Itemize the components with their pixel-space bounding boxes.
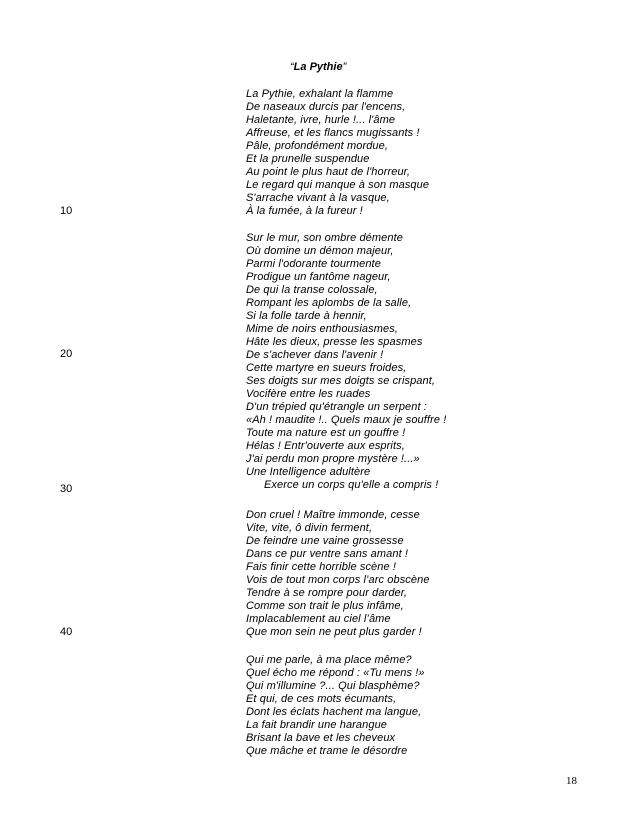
verse-line: Hélas ! Entr'ouverte aux esprits, (246, 440, 405, 452)
title-name: La Pythie (293, 61, 343, 73)
verse-line: Hâte les dieux, presse les spasmes (246, 336, 423, 348)
verse-line: Ses doigts sur mes doigts se crispant, (246, 375, 436, 387)
verse-line: Comme son trait le plus infâme, (246, 600, 404, 612)
verse-line: Brisant la bave et les cheveux (246, 732, 396, 744)
verse-line: Qui me parle, à ma place même? (246, 654, 412, 666)
verse-line: Fais finir cette horrible scène ! (246, 561, 397, 573)
verse-line: Vocifère entre les ruades (246, 388, 371, 400)
verse-line: S'arrache vivant à la vasque, (246, 192, 390, 204)
verse-line: De feindre une vaine grossesse (246, 535, 404, 547)
verse-line: Cette martyre en sueurs froides, (246, 362, 407, 374)
verse-line: Parmi l'odorante tourmente (246, 258, 381, 270)
verse-line: Sur le mur, son ombre démente (246, 232, 403, 244)
stanza-3 (246, 509, 430, 639)
verse-line: Rompant les aplombs de la salle, (246, 297, 412, 309)
verse-line: Haletante, ivre, hurle !... l'âme (246, 114, 396, 126)
verse-line: De s'achever dans l'avenir ! (246, 349, 384, 361)
verse-line: J'ai perdu mon propre mystère !...» (246, 453, 420, 465)
verse-line: La Pythie, exhalant la flamme (246, 88, 394, 100)
verse-line: Si la folle tarde à hennir, (246, 310, 367, 322)
verse-line: Toute ma nature est un gouffre ! (246, 427, 406, 439)
line-number-20: 20 (60, 348, 73, 360)
verse-line: D'un trépied qu'étrangle un serpent : (246, 401, 427, 413)
verse-line: Dans ce pur ventre sans amant ! (246, 548, 409, 560)
verse-line: Quel écho me répond : «Tu mens !» (246, 667, 425, 679)
verse-line: «Ah ! maudite !.. Quels maux je souffre ! (246, 414, 447, 426)
stanza-1 (246, 88, 429, 218)
verse-line: Que mon sein ne peut plus garder ! (246, 626, 422, 638)
stanza-4 (246, 654, 425, 758)
verse-line: Mime de noirs enthousiasmes, (246, 323, 398, 335)
verse-line: Implacablement au ciel l’âme (246, 613, 391, 625)
verse-line: À la fumée, à la fureur ! (246, 205, 363, 217)
verse-line: Don cruel ! Maître immonde, cesse (246, 509, 420, 521)
poem-title (290, 60, 346, 74)
stanza-2 (246, 232, 446, 492)
verse-line: Affreuse, et les flancs mugissants ! (246, 127, 420, 139)
verse-line: La fait brandir une harangue (246, 719, 388, 731)
verse-line: Prodigue un fantôme nageur, (246, 271, 391, 283)
title-open-quote: “ (290, 61, 294, 73)
verse-line: Et la prunelle suspendue (246, 153, 370, 165)
line-number-10: 10 (60, 205, 73, 217)
verse-line: De naseaux durcis par l'encens, (246, 101, 406, 113)
page-number: 18 (566, 775, 577, 787)
verse-line: De qui la transe colossale, (246, 284, 378, 296)
verse-line: Dont les éclats hachent ma langue, (246, 706, 422, 718)
verse-line: Qui m'illumine ?... Qui blasphème? (246, 680, 420, 692)
verse-line: Vois de tout mon corps l’arc obscène (246, 574, 430, 586)
verse-line: Au point le plus haut de l'horreur, (246, 166, 410, 178)
verse-line: Tendre à se rompre pour darder, (246, 587, 408, 599)
verse-line: Vite, vite, ô divin ferment, (246, 522, 373, 534)
line-number-40: 40 (60, 626, 73, 638)
verse-line: Pâle, profondément mordue, (246, 140, 389, 152)
verse-line: Et qui, de ces mots écumants, (246, 693, 397, 705)
verse-line: Une Intelligence adultère (246, 466, 371, 478)
verse-line: Exerce un corps qu'elle a compris ! (264, 479, 439, 491)
verse-line: Le regard qui manque à son masque (246, 179, 430, 191)
title-close-quote: ” (342, 61, 347, 73)
line-number-30: 30 (60, 483, 73, 495)
verse-line: Où domine un démon majeur, (246, 245, 394, 257)
verse-line: Que mâche et trame le désordre (246, 745, 408, 757)
